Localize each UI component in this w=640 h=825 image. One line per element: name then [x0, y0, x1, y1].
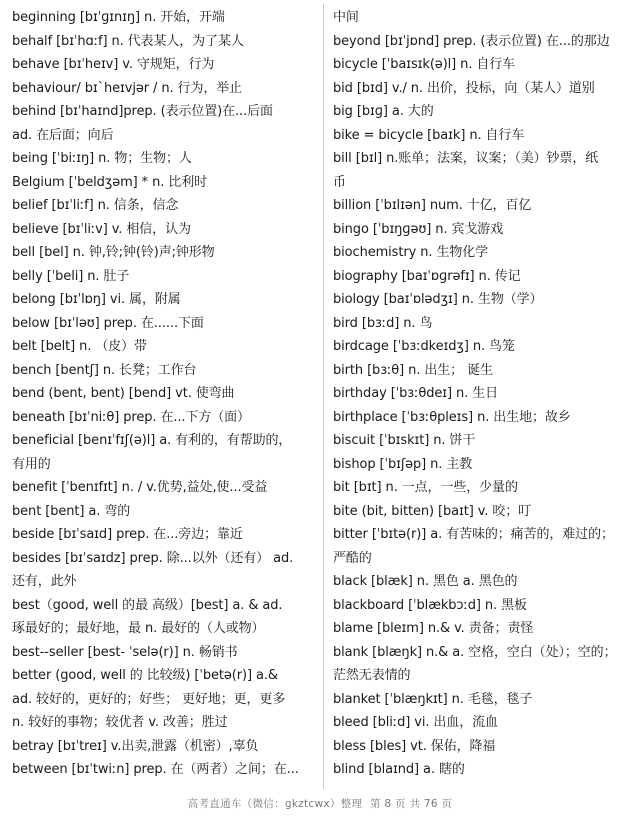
vocabulary-line: n. 较好的事物；较优者 v. 改善；胜过: [12, 715, 228, 730]
vocabulary-line: Belgium [ˈbeldʒəm] * n. 比利时: [12, 174, 207, 190]
vocabulary-line: belly [ˈbeli] n. 肚子: [12, 268, 130, 284]
vocabulary-line: bent [bent] a. 弯的: [12, 503, 131, 519]
vocabulary-line: 币: [333, 174, 346, 190]
page-footer: [0, 796, 640, 811]
column-divider: [323, 4, 324, 789]
vocabulary-line: birthplace [ˈbɜːθpleɪs] n. 出生地；故乡: [333, 409, 571, 425]
vocabulary-line: 有用的: [12, 456, 51, 472]
vocabulary-line: believe [bɪˈliːv] v. 相信，认为: [12, 221, 191, 237]
vocabulary-line: best（good, well 的最 高级）[best] a. & ad.: [12, 597, 283, 613]
vocabulary-line: beside [bɪˈsaɪd] prep. 在...旁边；靠近: [12, 527, 243, 542]
vocabulary-line: biscuit [ˈbɪskɪt] n. 饼干: [333, 433, 476, 448]
vocabulary-line: bill [bɪl] n.账单；法案，议案；（美）钞票，纸: [333, 151, 599, 166]
vocabulary-line: bless [bles] vt. 保佑，降福: [333, 738, 496, 754]
vocabulary-line: biography [baɪˈɒɡrəfɪ] n. 传记: [333, 268, 521, 284]
vocabulary-line: behave [bɪˈheɪv] v. 守规矩，行为: [12, 57, 215, 72]
vocabulary-line: birth [bɜːθ] n. 出生； 诞生: [333, 362, 493, 378]
vocabulary-line: beginning [bɪˈɡɪnɪŋ] n. 开始，开端: [12, 10, 225, 25]
vocabulary-line: bleed [bliːd] vi. 出血，流血: [333, 715, 498, 730]
vocabulary-line: bid [bɪd] v./ n. 出价，投标，向（某人）道别: [333, 80, 595, 96]
vocabulary-line: 琢最好的；最好地，最 n. 最好的（人或物）: [12, 621, 265, 636]
vocabulary-line: birthday [ˈbɜːθdeɪ] n. 生日: [333, 386, 499, 401]
vocabulary-line: biology [baɪˈɒlədʒɪ] n. 生物（学）: [333, 292, 543, 307]
vocabulary-line: bend (bent, bent) [bend] vt. 使弯曲: [12, 386, 235, 401]
vocabulary-line: bike = bicycle [baɪk] n. 自行车: [333, 127, 525, 143]
vocabulary-line: bit [bɪt] n. 一点，一些，少量的: [333, 480, 518, 495]
vocabulary-line: behaviour/ bɪˋheɪvjər / n. 行为，举止: [12, 80, 243, 96]
vocabulary-line: black [blæk] n. 黑色 a. 黑色的: [333, 574, 518, 589]
vocabulary-line: blank [blæŋk] n.& a. 空格，空白（处）；空的；: [333, 644, 617, 660]
vocabulary-line: ad. 在后面；向后: [12, 127, 114, 143]
vocabulary-line: bishop [ˈbɪʃəp] n. 主教: [333, 456, 473, 472]
vocabulary-line: belief [bɪˈliːf] n. 信条，信念: [12, 198, 179, 213]
vocabulary-line: 还有，此外: [12, 574, 77, 589]
vocabulary-line: bench [bentʃ] n. 长凳；工作台: [12, 362, 197, 378]
vocabulary-line: better (good, well 的 比较级) [ˈbetə(r)] a.&: [12, 668, 278, 683]
vocabulary-line: blackboard [ˈblækbɔːd] n. 黑板: [333, 597, 527, 613]
vocabulary-line: behind [bɪˈhaɪnd]prep. (表示位置)在...后面: [12, 104, 273, 119]
vocabulary-line: 严酷的: [333, 550, 372, 566]
vocabulary-line: beyond [bɪˈjɒnd] prep. (表示位置) 在...的那边: [333, 33, 610, 49]
vocabulary-line: between [bɪˈtwiːn] prep. 在（两者）之间；在...: [12, 762, 299, 777]
vocabulary-line: big [bɪɡ] a. 大的: [333, 104, 434, 119]
vocabulary-line: below [bɪˈləʊ] prep. 在......下面: [12, 315, 204, 331]
left-column: [12, 6, 322, 782]
vocabulary-line: being [ˈbiːɪŋ] n. 物；生物；人: [12, 151, 192, 166]
vocabulary-line: billion [ˈbɪlɪən] num. 十亿，百亿: [333, 198, 532, 213]
vocabulary-line: beneficial [benɪˈfɪʃ(ə)l] a. 有利的，有帮助的，: [12, 433, 292, 448]
vocabulary-line: bingo [ˈbɪŋɡəʊ] n. 宾戈游戏: [333, 221, 504, 237]
footer-source: 高考直通车（微信：gkztcwx）整理: [187, 798, 363, 810]
vocabulary-line: birdcage [ˈbɜːdkeɪdʒ] n. 鸟笼: [333, 339, 515, 354]
vocabulary-line: 中间: [333, 10, 359, 25]
vocabulary-line: belt [belt] n. （皮）带: [12, 339, 147, 354]
vocabulary-line: blame [bleɪm] n.& v. 责备；责怪: [333, 621, 534, 636]
vocabulary-line: betray [bɪˈtreɪ] v.出卖,泄露（机密）,辜负: [12, 738, 259, 754]
vocabulary-line: besides [bɪˈsaɪdz] prep. 除...以外（还有） ad.: [12, 550, 294, 566]
vocabulary-line: blanket [ˈblæŋkɪt] n. 毛毯，毯子: [333, 691, 533, 707]
vocabulary-line: bitter [ˈbɪtə(r)] a. 有苦味的；痛苦的，难过的；: [333, 527, 614, 542]
vocabulary-line: benefit [ˈbenɪfɪt] n. / v.优势,益处,使...受益: [12, 480, 268, 495]
vocabulary-line: belong [bɪˈlɒŋ] vi. 属，附属: [12, 292, 181, 307]
vocabulary-line: bell [bel] n. 钟,铃;钟(铃)声;钟形物: [12, 245, 215, 260]
vocabulary-line: best--seller [best- ˈselə(r)] n. 畅销书: [12, 644, 238, 660]
vocabulary-line: bicycle [ˈbaɪsɪk(ə)l] n. 自行车: [333, 57, 516, 72]
footer-page-number: 第 8 页 共 76 页: [369, 798, 453, 810]
vocabulary-line: biochemistry n. 生物化学: [333, 245, 489, 260]
vocabulary-line: ad. 较好的，更好的；好些； 更好地；更，更多: [12, 691, 286, 707]
vocabulary-line: 茫然无表情的: [333, 668, 411, 683]
vocabulary-line: bird [bɜːd] n. 鸟: [333, 315, 433, 331]
vocabulary-line: beneath [bɪˈniːθ] prep. 在...下方（面）: [12, 409, 250, 425]
right-column: [333, 6, 633, 782]
vocabulary-line: behalf [bɪˈhɑːf] n. 代表某人，为了某人: [12, 33, 244, 49]
vocabulary-line: bite (bit, bitten) [baɪt] v. 咬；叮: [333, 503, 532, 519]
vocabulary-line: blind [blaɪnd] a. 瞎的: [333, 762, 465, 777]
